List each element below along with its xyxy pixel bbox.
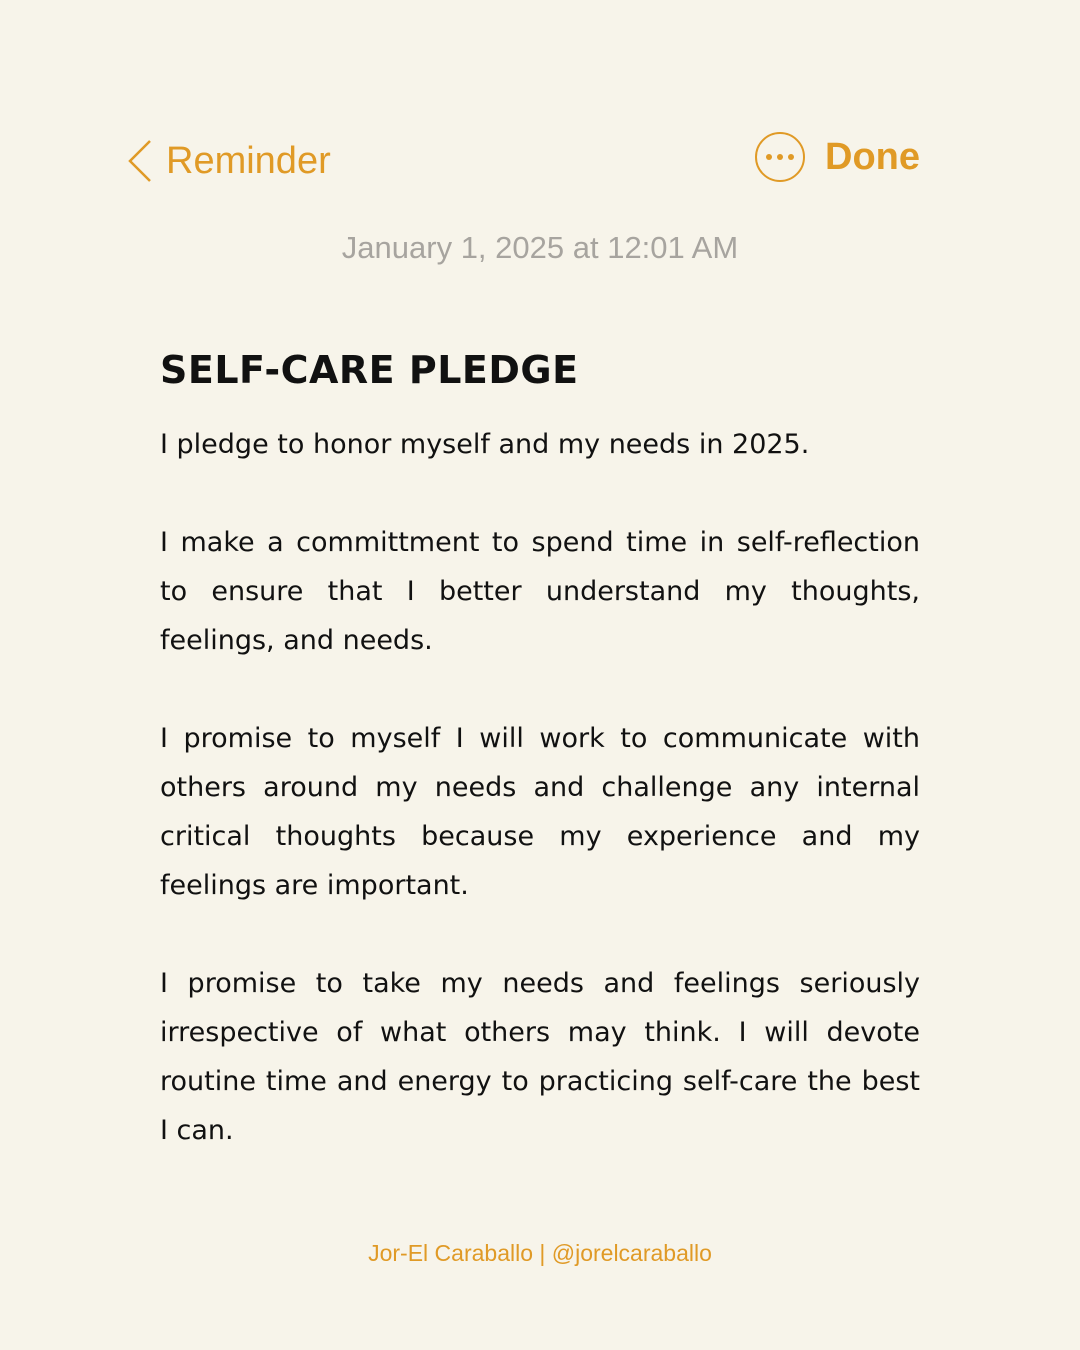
paragraph: I make a committment to spend time in self-reflection to ensure that I better understand my thoughts, feelings, and needs.	[160, 527, 920, 656]
note-title: SELF-CARE PLEDGE	[160, 348, 579, 392]
paragraph: I promise to take my needs and feelings seriously irrespective of what others may think. I will devote routine time and energy to practicing self-care the best I can.	[160, 968, 920, 1146]
nav-actions	[755, 132, 920, 182]
author-credit: Jor-El Caraballo | @jorelcaraballo	[368, 1240, 712, 1266]
done-button[interactable]: Done	[825, 135, 920, 178]
note-date: January 1, 2025 at 12:01 AM	[341, 230, 739, 265]
chevron-left-icon	[126, 138, 154, 184]
ellipsis-circle-icon[interactable]	[755, 132, 805, 182]
back-label: Reminder	[166, 139, 331, 182]
paragraph: I pledge to honor myself and my needs in 2025.	[160, 429, 810, 460]
back-button[interactable]	[126, 138, 331, 184]
note-body[interactable]	[160, 348, 920, 1204]
nav-bar	[126, 130, 920, 190]
paragraph: I promise to myself I will work to communicate with others around my needs and challenge any internal critical thoughts because my experience and my feelings are important.	[160, 723, 920, 901]
